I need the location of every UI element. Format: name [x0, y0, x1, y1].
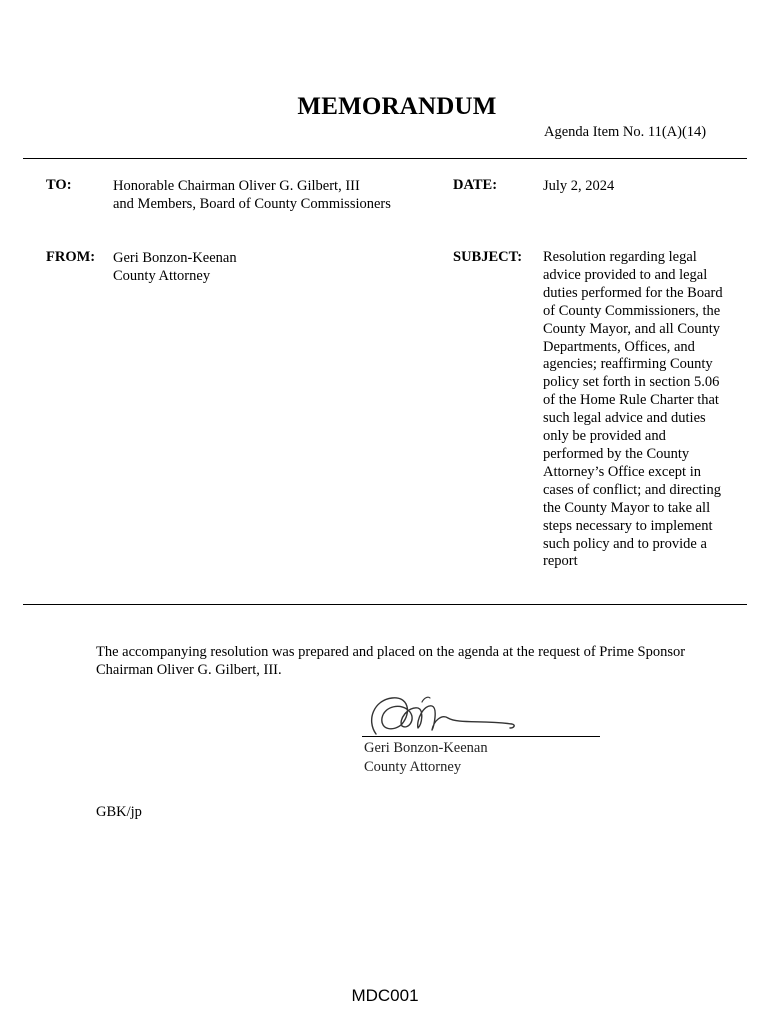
body-line: The accompanying resolution was prepared and placed on the agenda at the request of Prime Sponsor — [96, 644, 686, 660]
to-label: TO: — [46, 177, 72, 193]
subject-line: agencies; reaffirming County — [543, 356, 713, 373]
signatory-title: County Attorney — [364, 759, 462, 775]
subject-line: Resolution regarding legal — [543, 249, 697, 265]
body-divider — [23, 604, 747, 605]
agenda-item-number: Agenda Item No. 11(A)(14) — [544, 124, 707, 140]
typist-initials: GBK/jp — [96, 804, 142, 820]
subject-line: such legal advice and duties — [543, 410, 706, 427]
subject-line: advice provided to and legal — [543, 266, 708, 283]
date-label: DATE: — [453, 177, 498, 193]
subject-line: policy set forth in section 5.06 — [543, 374, 720, 391]
handwritten-signature — [362, 690, 542, 740]
subject-line: the County Mayor to take all — [543, 499, 711, 516]
signature-line — [362, 736, 600, 737]
date-value: July 2, 2024 — [543, 178, 615, 194]
signatory-name: Geri Bonzon-Keenan — [364, 740, 488, 756]
subject-line: County Mayor, and all County — [543, 320, 721, 337]
subject-line: Attorney’s Office except in — [543, 463, 701, 480]
from-sender — [113, 249, 413, 285]
subject-line: performed by the County — [543, 445, 690, 462]
subject-line: duties performed for the Board — [543, 284, 723, 301]
subject-line: report — [543, 553, 578, 570]
subject-line: only be provided and — [543, 428, 666, 445]
to-recipient — [113, 177, 433, 213]
subject-label: SUBJECT: — [453, 249, 523, 265]
body-line: Chairman Oliver G. Gilbert, III. — [96, 662, 282, 678]
body-paragraph — [96, 643, 736, 679]
from-line: Geri Bonzon-Keenan — [113, 250, 237, 266]
from-line: County Attorney — [113, 268, 211, 284]
memo-title: MEMORANDUM — [297, 93, 497, 120]
subject-line: Departments, Offices, and — [543, 338, 695, 355]
subject-line: steps necessary to implement — [543, 517, 713, 534]
to-line: Honorable Chairman Oliver G. Gilbert, III — [113, 178, 360, 194]
subject-line: of County Commissioners, the — [543, 302, 721, 319]
page-footer-code: MDC001 — [351, 986, 419, 1005]
to-line: and Members, Board of County Commissioners — [113, 196, 391, 212]
header-divider — [23, 158, 747, 159]
subject-line: such policy and to provide a — [543, 535, 707, 552]
from-label: FROM: — [46, 249, 96, 265]
subject-line: of the Home Rule Charter that — [543, 392, 719, 409]
subject-line: cases of conflict; and directing — [543, 481, 721, 498]
subject-text — [543, 249, 739, 571]
